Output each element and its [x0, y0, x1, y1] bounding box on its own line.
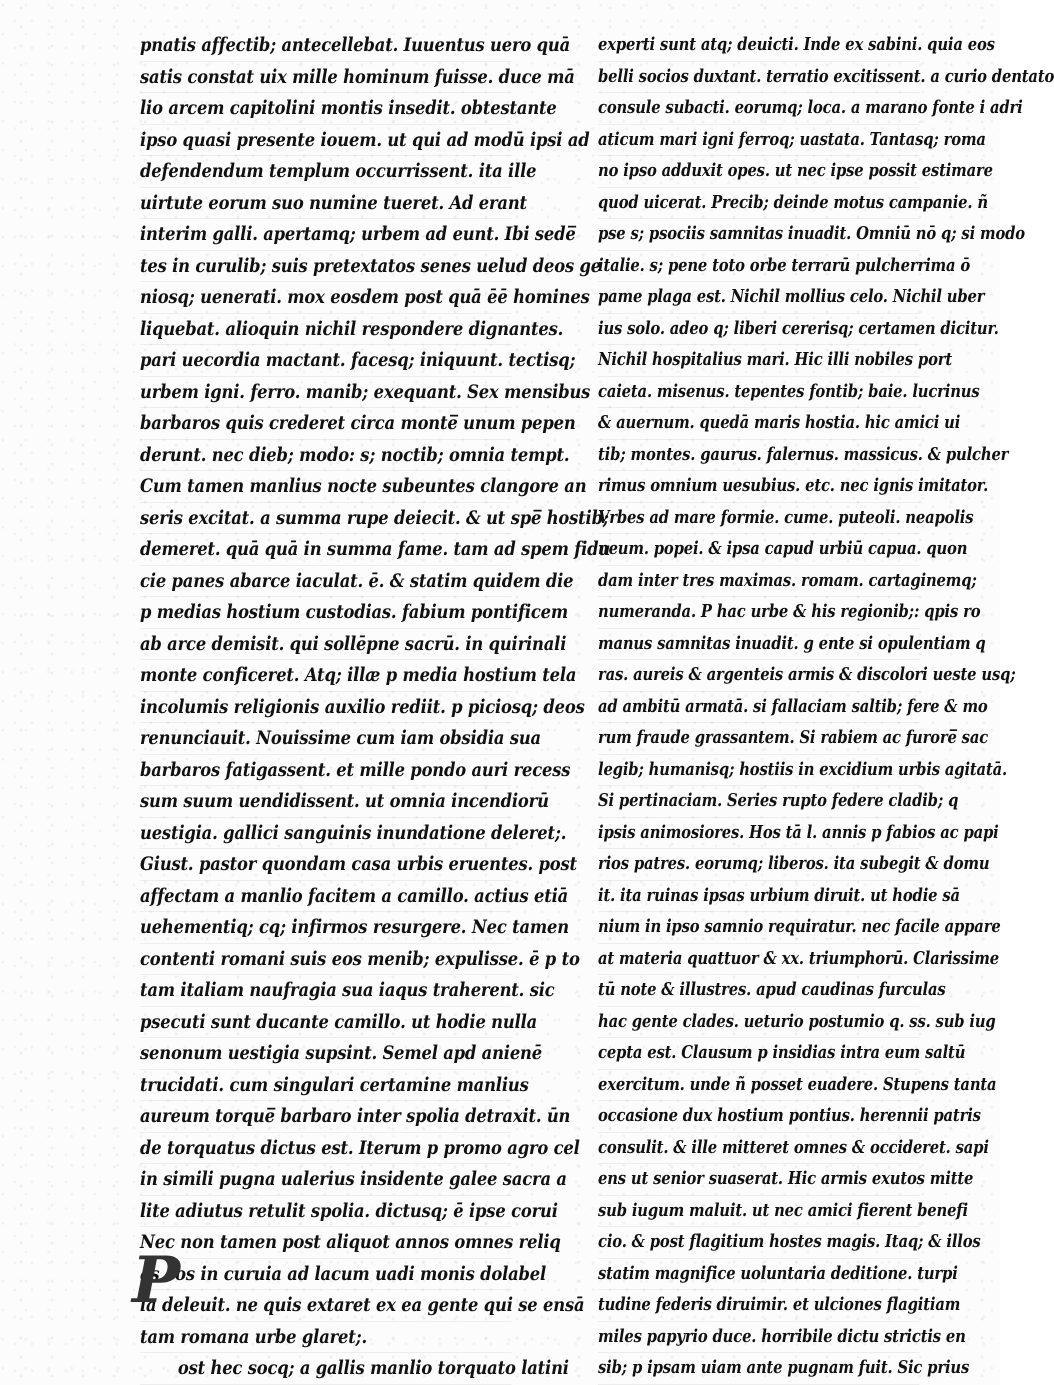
manuscript-line: italie. s; pene toto orbe terrarū pulcherrima ō	[598, 251, 919, 283]
manuscript-line: derunt. nec dieb; modo: s; noctib; omnia tempt.	[140, 440, 512, 472]
manuscript-line: tū note & illustres. apud caudinas furculas	[598, 975, 919, 1007]
manuscript-line: rimus omnium uesubius. etc. nec ignis imitator.	[598, 471, 919, 503]
manuscript-line: it. ita ruinas ipsas urbium diruit. ut hodie sā	[598, 881, 919, 913]
manuscript-line: ipsis animosiores. Hos tā l. annis p fabios ac papi	[598, 818, 919, 850]
manuscript-line: ens ut senior suaserat. Hic armis exutos mitte	[598, 1164, 919, 1196]
manuscript-line: de torquatus dictus est. Iterum p promo agro cel	[140, 1133, 512, 1165]
manuscript-line: hac gente clades. ueturio postumio q. ss. sub iug	[598, 1007, 919, 1039]
manuscript-line: at materia quattuor & xx. triumphorū. Clarissime	[598, 944, 919, 976]
manuscript-line: in simili pugna ualerius insidente galee sacra a	[140, 1164, 512, 1196]
manuscript-line: tam romana urbe glaret;.	[140, 1322, 512, 1354]
manuscript-line: caieta. misenus. tepentes fontib; baie. lucrinus	[598, 377, 919, 409]
manuscript-line: rum fraude grassantem. Si rabiem ac furore̅ sac	[598, 723, 919, 755]
manuscript-line: sum suum uendidissent. ut omnia incendiorū	[140, 786, 512, 818]
manuscript-line: pnatis affectib; antecellebat. Iuuentus uero quā	[140, 30, 512, 62]
manuscript-line: psecuti sunt ducante camillo. ut hodie nulla	[140, 1007, 512, 1039]
manuscript-line: experti sunt atq; deuicti. Inde ex sabini. quia eos	[598, 30, 919, 62]
manuscript-line: occasione dux hostium pontius. herennii patris	[598, 1101, 919, 1133]
right-text-column	[598, 30, 1054, 1378]
manuscript-line: tes in curulib; suis pretextatos senes uelud deos ge	[140, 251, 512, 283]
manuscript-line: Cum tamen manlius nocte subeuntes clangore an	[140, 471, 512, 503]
manuscript-line: barbaros fatigassent. et mille pondo auri recess	[140, 755, 512, 787]
manuscript-line: pari uecordia mactant. facesq; iniquunt. tectisq;	[140, 345, 512, 377]
manuscript-line: renunciauit. Nouissime cum iam obsidia sua	[140, 723, 512, 755]
manuscript-line: contenti romani suis eos menib; expulisse. ē p to	[140, 944, 512, 976]
manuscript-line: tudine federis diruimir. et ulciones flagitiam	[598, 1290, 919, 1322]
manuscript-line: interim galli. apertamq; urbem ad eunt. Ibi sede̅	[140, 219, 512, 251]
manuscript-line: nium in ipso samnio requiratur. nec facile appare	[598, 912, 919, 944]
manuscript-line: sub iugum maluit. ut nec amici fierent benefi	[598, 1196, 919, 1228]
manuscript-line: uirtute eorum suo numine tueret. Ad erant	[140, 188, 512, 220]
manuscript-line: quod uicerat. Precib; deinde motus campanie. ñ	[598, 188, 919, 220]
manuscript-line: satis constat uix mille hominum fuisse. duce mā	[140, 62, 512, 94]
manuscript-line: consule subacti. eorumq; loca. a marano fonte i adri	[598, 93, 919, 125]
manuscript-line: & auernum. quedā maris hostia. hic amici ui	[598, 408, 919, 440]
manuscript-line: aureum torque̅ barbaro inter spolia detraxit. ūn	[140, 1101, 512, 1133]
manuscript-line: incolumis religionis auxilio rediit. p piciosq; deos	[140, 692, 512, 724]
manuscript-line: barbaros quis crederet circa monte̅ unum pepen	[140, 408, 512, 440]
manuscript-line: liquebat. alioquin nichil respondere dignantes.	[140, 314, 512, 346]
left-text-column	[140, 30, 611, 1379]
manuscript-line: urbem igni. ferro. manib; exequant. Sex mensibus	[140, 377, 512, 409]
manuscript-line: cepta est. Clausum p insidias intra eum saltū	[598, 1038, 919, 1070]
manuscript-line: dam inter tres maximas. romam. cartaginemq;	[598, 566, 919, 598]
manuscript-line: pse s; psociis samnitas inuadit. Omniū nō q; si modo	[598, 219, 919, 251]
manuscript-line: legib; humanisq; hostiis in excidium urbis agitatā.	[598, 755, 919, 787]
manuscript-line: cio. & post flagitium hostes magis. Itaq; & illos	[598, 1227, 919, 1259]
manuscript-line: tib; montes. gaurus. falernus. massicus. & pulcher	[598, 440, 919, 472]
decorated-initial: P	[132, 1243, 181, 1318]
manuscript-line: uestigia. gallici sanguinis inundatione deleret;.	[140, 818, 512, 850]
manuscript-line: affectam a manlio facitem a camillo. actius etiā	[140, 881, 512, 913]
manuscript-line: seris excitat. a summa rupe deiecit. & ut spe̅ hostib;	[140, 503, 512, 535]
manuscript-line: monte conficeret. Atq; illæ p media hostium tela	[140, 660, 512, 692]
manuscript-line: ius solo. adeo q; liberi cererisq; certamen dicitur.	[598, 314, 919, 346]
manuscript-line: belli socios duxtant. terratio excitissent. a curio dentato	[598, 62, 919, 94]
manuscript-line: no ipso adduxit opes. ut nec ipse possit estimare	[598, 156, 919, 188]
manuscript-line: niosq; uenerati. mox eosdem post quā ēē homines	[140, 282, 512, 314]
manuscript-line: neum. popei. & ipsa capud urbiū capua. quon	[598, 534, 919, 566]
manuscript-line: pame plaga est. Nichil mollius celo. Nichil uber	[598, 282, 919, 314]
manuscript-line: uehementiq; cq; infirmos resurgere. Nec tamen	[140, 912, 512, 944]
manuscript-line: as eos in curuia ad lacum uadi monis dolabel	[140, 1259, 512, 1291]
manuscript-line: lite adiutus retulit spolia. dictusq; ē ipse corui	[140, 1196, 512, 1228]
manuscript-line: demeret. quā quā in summa fame. tam ad spem fidu	[140, 534, 512, 566]
manuscript-line: trucidati. cum singulari certamine manlius	[140, 1070, 512, 1102]
manuscript-line: ras. aureis & argenteis armis & discolori ueste usq;	[598, 660, 919, 692]
manuscript-line: ipso quasi presente iouem. ut qui ad modū ipsi ad	[140, 125, 512, 157]
manuscript-line: tam italiam naufragia sua iaqus traherent. sic	[140, 975, 512, 1007]
manuscript-line: manus samnitas inuadit. g ente si opulentiam q	[598, 629, 919, 661]
manuscript-line: miles papyrio duce. horribile dictu strictis en	[598, 1322, 919, 1354]
manuscript-line: p medias hostium custodias. fabium pontificem	[140, 597, 512, 629]
manuscript-line: sib; p ipsam uiam ante pugnam fuit. Sic prius	[598, 1353, 919, 1385]
manuscript-line: Nichil hospitalius mari. Hic illi nobiles port	[598, 345, 919, 377]
manuscript-line: defendendum templum occurrissent. ita ille	[140, 156, 512, 188]
manuscript-line: lio arcem capitolini montis insedit. obtestante	[140, 93, 512, 125]
manuscript-line: aticum mari igni ferroq; uastata. Tantasq; roma	[598, 125, 919, 157]
manuscript-line: ab arce demisit. qui sollēpne sacrū. in quirinali	[140, 629, 512, 661]
manuscript-line: consulit. & ille mitteret omnes & occideret. sapi	[598, 1133, 919, 1165]
manuscript-line: Nec non tamen post aliquot annos omnes reliq	[140, 1227, 512, 1259]
manuscript-line: Giust. pastor quondam casa urbis eruentes. post	[140, 849, 512, 881]
manuscript-line: la deleuit. ne quis extaret ex ea gente qui se ensā	[140, 1290, 512, 1322]
manuscript-line: numeranda. P hac urbe & his regionib;: qpis ro	[598, 597, 919, 629]
manuscript-line: ad ambitū armatā. si fallaciam saltib; fere & mo	[598, 692, 919, 724]
manuscript-line: rios patres. eorumq; liberos. ita subegit & domu	[598, 849, 919, 881]
manuscript-line: cie panes abarce iaculat. ē. & statim quidem die	[140, 566, 512, 598]
manuscript-line: statim magnifice uoluntaria deditione. turpi	[598, 1259, 919, 1291]
manuscript-line: Vrbes ad mare formie. cume. puteoli. neapolis	[598, 503, 919, 535]
manuscript-line: exercitum. unde ñ posset euadere. Stupens tanta	[598, 1070, 919, 1102]
manuscript-line: senonum uestigia supsint. Semel apd anienē	[140, 1038, 512, 1070]
manuscript-line: Si pertinaciam. Series rupto federe cladib; q	[598, 786, 919, 818]
manuscript-line: ost hec socq; a gallis manlio torquato latini	[140, 1353, 512, 1385]
